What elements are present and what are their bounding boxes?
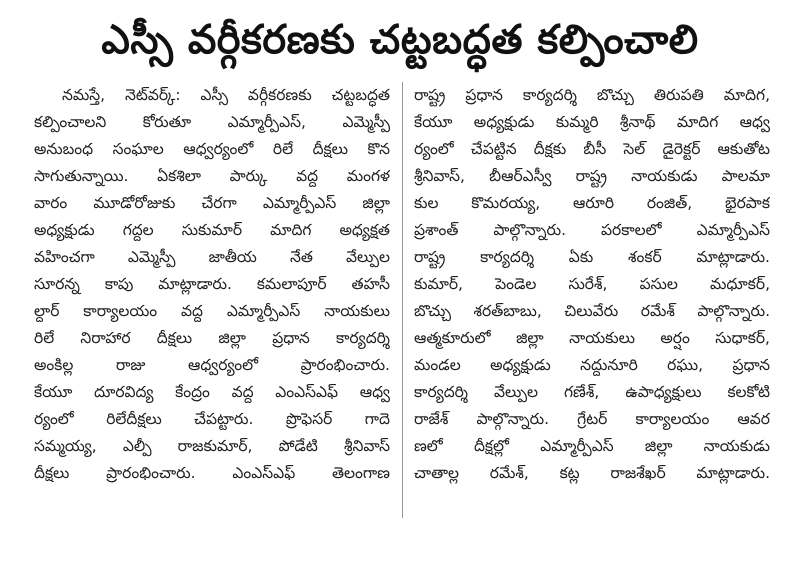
text-line: కుల కొమరయ్య, ఆరూరి రంజిత్‌, భైరపాక [414,194,770,212]
text-line: చాతాల్ల రమేశ్‌, కట్ల రాజశేఖర్‌ మాట్లాడారు. [414,464,770,482]
text-line: బొచ్చు శరత్‌బాబు, చిలువేరు రమేశ్‌ పాల్గొన్నారు. [414,302,770,320]
text-line: రాష్ట్ర ప్రధాన కార్యదర్శి బొచ్చు తిరుపతి మాదిగ, [414,86,770,104]
left-column [34,82,390,522]
text-line: వారం మూడోరోజుకు చేరగా ఎమ్మార్పీఎస్‌ జిల్లా [34,194,390,212]
text-line: నమస్తే, నెట్‌వర్క్‌: ఎస్సీ వర్గీకరణకు చట్టబద్ధత [62,86,390,104]
text-line: ప్రశాంత్‌ పాల్గొన్నారు. పరకాలలో ఎమ్మార్పీఎస్‌ [414,221,770,239]
headline: ఎస్సీ వర్గీకరణకు చట్టబద్ధత కల్పించాలి [101,17,699,63]
right-column [414,82,770,522]
text-line: అనుబంధ సంఘాల ఆధ్వర్యంలో రిలే దీక్షలు కొన [34,140,390,158]
text-line: దీక్షలు ప్రారంభించారు. ఎంఎస్‌ఎఫ్‌ తెలంగాణ [34,464,390,482]
text-line: శ్రీనివాస్‌, బీఆర్‌ఎస్వీ రాష్ట్ర నాయకుడు పాలమా [414,167,770,185]
text-line: ర్యంలో చేపట్టిన దీక్షకు బీసీ సెల్‌ డైరెక్టర్‌ ఆకుతోట [414,140,770,158]
text-line: అంకిల్ల రాజు ఆధ్వర్యంలో ప్రారంభించారు. [34,356,390,374]
text-line: కల్పించాలని కోరుతూ ఎమ్మార్పీఎస్‌, ఎమ్మెస్పీ [34,113,390,131]
column-divider [402,82,403,518]
text-line: ఆత్మకూరులో జిల్లా నాయకులు అర్షం సుధాకర్‌, [414,329,770,347]
text-line: రాష్ట్ర కార్యదర్శి ఏకు శంకర్‌ మాట్లాడారు. [414,248,770,266]
text-line: సూరన్న కాపు మాట్లాడారు. కమలాపూర్‌ తహసీ [34,275,390,293]
text-line: ణలో దీక్షల్లో ఎమ్మార్పీఎస్‌ జిల్లా నాయకుడు [414,437,770,455]
article-body [34,82,778,522]
text-line: ర్యంలో రిలేదీక్షలు చేపట్టారు. ప్రొఫెసర్‌ గాదె [34,410,390,428]
text-line: కుమార్‌, పెండెల సురేశ్‌, పసుల మధూకర్‌, [414,275,770,293]
text-line: మండల అధ్యక్షుడు నద్దునూరి రఘు, ప్రధాన [414,356,770,374]
text-line: రిలే నిరాహార దీక్షలు జిల్లా ప్రధాన కార్యదర్శి [34,329,390,347]
text-line: అధ్యక్షుడు గద్దల సుకుమార్‌ మాదిగ అధ్యక్షత [34,221,390,239]
text-line: సాగుతున్నాయి. ఏకశిలా పార్కు వద్ద మంగళ [34,167,390,185]
text-line: సమ్మయ్య, ఎల్పీ రాజకుమార్‌, పోడేటి శ్రీనివాస్‌ [34,437,390,455]
text-line: కేయూ దూరవిద్య కేంద్రం వద్ద ఎంఎస్‌ఎఫ్‌ ఆధ్వ [34,383,390,401]
text-line: వహించగా ఎమ్మెస్పీ జాతీయ నేత వేల్పుల [34,248,390,266]
text-line: ల్దార్‌ కార్యాలయం వద్ద ఎమ్మార్పీఎస్‌ నాయకులు [34,302,390,320]
text-line: రాజేశ్‌ పాల్గొన్నారు. గ్రేటర్‌ కార్యాలయం ఆవర [414,410,770,428]
text-line: కేయూ అధ్యక్షుడు కుమ్మరి శ్రీనాథ్‌ మాదిగ ఆధ్వ [414,113,770,131]
text-line: కార్యదర్శి వేల్పుల గణేశ్‌, ఉపాధ్యక్షులు కలకోటి [414,383,770,401]
